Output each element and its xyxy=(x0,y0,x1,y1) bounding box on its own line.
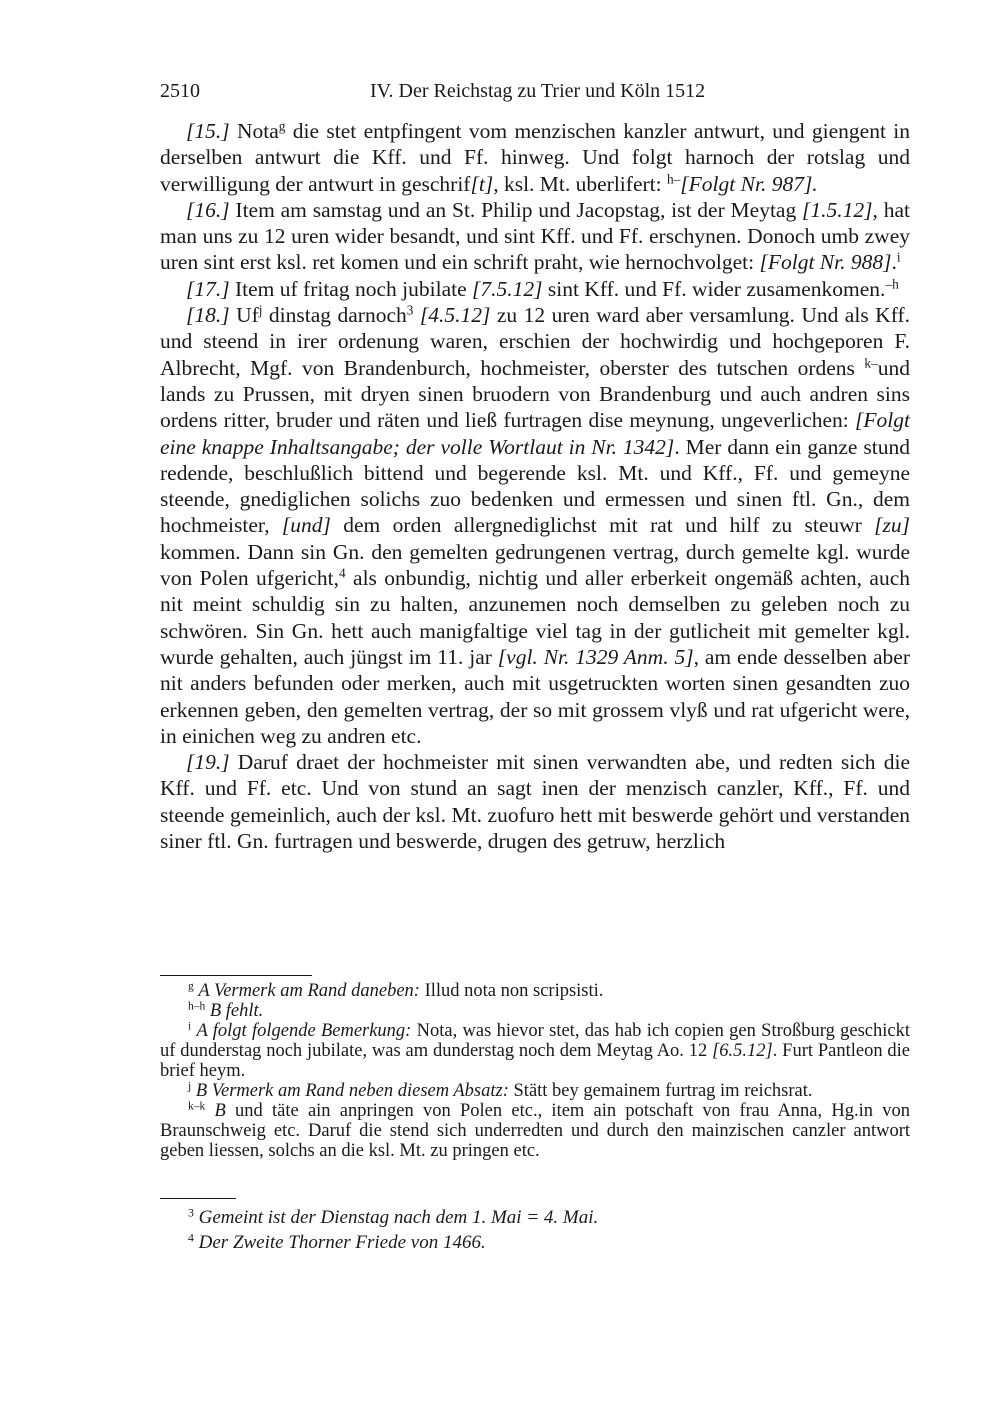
footnote-3 xyxy=(160,1205,910,1230)
text-run: sint Kff. und Ff. wider zusamenkomen. xyxy=(542,276,886,301)
text-run: die stet entpfingent vom menzischen kanzler antwurt, und giengent in derselben antwurt die Kff. und Ff. hinweg. Und folgt harnoch der rotslag und verwilligung der antwurt in geschrif xyxy=(160,119,910,196)
apparatus-note-h xyxy=(160,1001,910,1021)
paragraph-18 xyxy=(160,302,910,749)
paragraph-17 xyxy=(160,276,910,302)
italic-run: [15.] xyxy=(186,119,230,143)
italic-run: B xyxy=(214,1101,226,1121)
apparatus-note-i xyxy=(160,1021,910,1081)
text-run: Nota xyxy=(229,119,279,143)
italic-run: Gemeint ist der Dienstag nach dem 1. Mai = 4. Mai. xyxy=(198,1207,599,1228)
text-run: kommen. Dann sin Gn. den gemelten gedrungenen vertrag, durch gemelte kgl. wurde von Polen ufgericht, xyxy=(160,539,910,591)
footnote-4 xyxy=(160,1230,910,1255)
text-run: , am ende desselben aber nit anders befunden oder merken, auch mit usgetruckten worten sinen gesandten zuo erkennen geben, den gemelten vertrag, der so mit grossem vlyß und rat ufgericht were, in einichen weg zu andren etc. xyxy=(160,644,910,748)
italic-run: [und] xyxy=(281,513,331,538)
note-marker: 4 xyxy=(188,1231,194,1245)
text-run: dem orden allergnediglichst mit rat und hilf zu steuwr xyxy=(330,513,875,538)
italic-run: [1.5.12] xyxy=(802,197,873,222)
running-header xyxy=(160,80,910,108)
note-marker: k– xyxy=(864,355,878,371)
italic-run: [vgl. Nr. 1329 Anm. 5] xyxy=(497,644,694,669)
italic-run: [Folgt eine knappe Inhaltsangabe; der volle Wortlaut in Nr. 1342] xyxy=(160,408,910,459)
text-run: . Furt Pantleon die brief heym. xyxy=(160,1041,911,1081)
apparatus-note-g xyxy=(160,981,910,1001)
text-run: und lands zu Prussen, mit dryen sinen bruodern von Brandenburg und auch andren sins ordens ritter, bruder und räten und ließ furtragen dise meynung, ungeverlichen: xyxy=(160,355,910,433)
italic-run: [6.5.12] xyxy=(712,1041,773,1061)
note-marker: h–h xyxy=(188,1000,206,1013)
running-title: IV. Der Reichstag zu Trier und Köln 1512 xyxy=(370,80,706,102)
note-marker: g xyxy=(278,118,286,134)
apparatus-note-j xyxy=(160,1081,910,1101)
italic-run: Der Zweite Thorner Friede von 1466. xyxy=(198,1232,486,1253)
main-text xyxy=(160,118,910,854)
italic-run: [16.] xyxy=(186,197,230,222)
note-marker: j xyxy=(258,302,263,318)
note-marker: 4 xyxy=(338,565,346,581)
italic-run: B Vermerk am Rand neben diesem Absatz: xyxy=(195,1081,509,1101)
note-marker: 3 xyxy=(188,1206,194,1220)
italic-run: [zu] xyxy=(874,513,910,538)
italic-run: B fehlt. xyxy=(209,1001,264,1021)
note-marker: h– xyxy=(666,171,681,187)
text-run: , hat man uns zu 12 uren wider besandt, und sint Kff. und Ff. erschynen. Donoch umb zwey uren sint erst ksl. ret komen und ein schrift praht, wie hernochvolget: xyxy=(160,197,910,275)
paragraph-19 xyxy=(160,749,910,854)
text-run: und täte ain anpringen von Polen etc., item ain potschaft von frau Anna, Hg.in von Braunschweig etc. Daruf die stend sich underredten und durch den mainzischen canzler antwort geben liessen, solchs an die ksl. Mt. zu pringen etc. xyxy=(160,1101,911,1161)
text-run: dinstag darnoch xyxy=(262,303,407,328)
paragraph-16 xyxy=(160,197,910,276)
italic-run: [4.5.12] xyxy=(419,303,491,328)
italic-run: [Folgt Nr. 988] xyxy=(759,250,892,275)
text-run: Daruf draet der hochmeister mit sinen verwandten abe, und redten sich die Kff. und Ff. etc. Und von stund an sagt inen der menzisch canzler, Kff., Ff. und steende gemeinlich, auch der ksl. Mt. zuofuro hett mit beswerde gehört und verstanden siner ftl. Gn. furtragen und beswerde, drugen des getruw, herzlich xyxy=(160,750,910,854)
italic-run: A Vermerk am Rand daneben: xyxy=(198,981,420,1001)
italic-run: A folgt folgende Bemerkung: xyxy=(196,1021,412,1041)
footnote-divider xyxy=(160,1198,236,1199)
paragraph-15 xyxy=(160,118,910,197)
text-run: Stätt bey gemainem furtrag im reichsrat. xyxy=(508,1081,813,1101)
italic-run: [t] xyxy=(470,171,494,196)
text-run: zu 12 uren ward aber versamlung. Und als Kff. und steend in irer ordenung waren, erschien der hochwirdig und hochgeporen F. Albrecht, Mgf. von Brandenburch, hochmeister, oberster des tutschen ordens xyxy=(160,303,910,380)
footnotes xyxy=(160,1205,910,1255)
text-run: . xyxy=(891,250,897,275)
page-number: 2510 xyxy=(160,80,200,102)
note-marker: j xyxy=(188,1080,192,1093)
text-run: . Mer dann ein ganze stund redende, beschlußlich bittend und begerende ksl. Mt. und Kff., Ff. und gemeyne steende, gnediglichen solichs zuo bedenken und ermessen und sinen ftl. Gn., dem hochmeister, xyxy=(160,434,910,538)
note-marker: i xyxy=(896,250,901,266)
text-run: Item am samstag und an St. Philip und Jacopstag, ist der Meytag xyxy=(229,197,803,222)
note-marker: –h xyxy=(885,276,899,292)
text-run: Uf xyxy=(229,303,259,328)
italic-run: [Folgt Nr. 987]. xyxy=(680,171,818,196)
italic-run: [19.] xyxy=(186,750,230,775)
apparatus-note-k xyxy=(160,1101,910,1161)
apparatus-divider xyxy=(160,975,312,976)
italic-run: [7.5.12] xyxy=(472,276,543,301)
text-run: Nota, was hievor stet, das hab ich copien gen Stroßburg geschickt uf dunderstag noch jubilate, was am dunderstag noch dem Meytag Ao. 12 xyxy=(160,1021,911,1061)
text-run: , ksl. Mt. uberlifert: xyxy=(493,171,667,196)
note-marker: 3 xyxy=(406,302,414,318)
italic-run: [17.] xyxy=(186,276,230,301)
italic-run: [18.] xyxy=(186,303,230,328)
text-run: Item uf fritag noch jubilate xyxy=(229,276,472,301)
note-marker: g xyxy=(188,980,194,993)
text-run: Illud nota non scripsisti. xyxy=(419,981,604,1001)
note-marker: i xyxy=(188,1020,192,1033)
critical-apparatus xyxy=(160,981,910,1161)
text-run: als onbundig, nichtig und aller erberkeit ongemäß achten, auch nit meint schuldig sin zu halten, anzunemen noch demselben zu geleben noch zu schwören. Sin Gn. hett auch manigfaltige viel tag in der gutlicheit mit gemelter kgl. wurde gehalten, auch jüngst im 11. jar xyxy=(160,566,910,669)
note-marker: k–k xyxy=(188,1100,206,1113)
